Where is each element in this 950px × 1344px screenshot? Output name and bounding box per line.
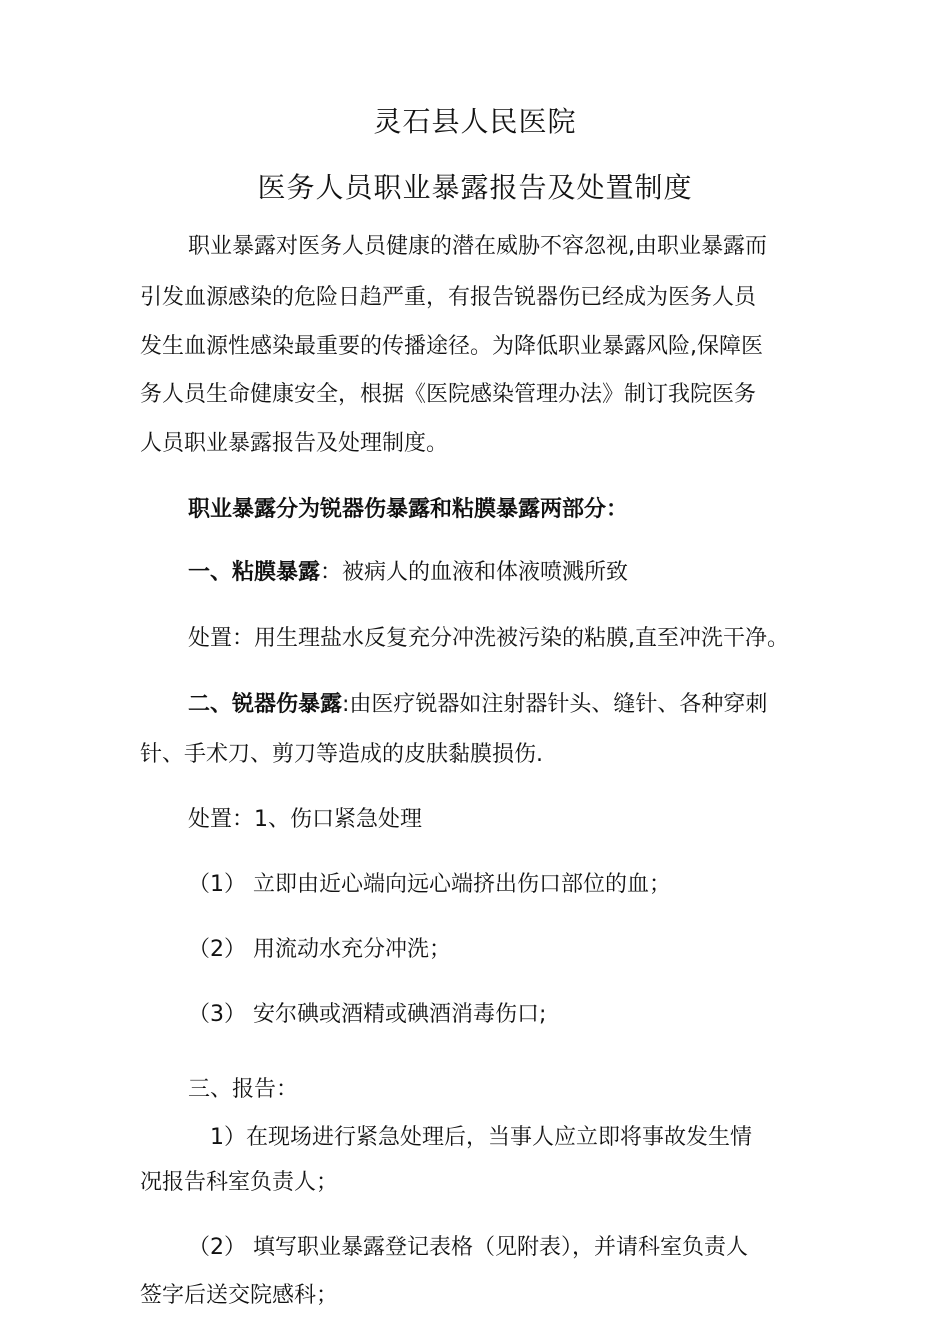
section-3-label: 三、报告： [188,1077,299,1102]
section-3-item-1: 1）在现场进行紧急处理后，当事人应立即将事故发生情 [210,1125,752,1150]
section-2-text-cont: 针、手术刀、剪刀等造成的皮肤黏膜损伤. [140,742,543,767]
section-3-item-2: （2） 填写职业暴露登记表格（见附表），并请科室负责人 [188,1235,748,1260]
section-2-label: 二、锐器伤暴露 [188,692,343,717]
section-heading: 职业暴露分为锐器伤暴露和粘膜暴露两部分： [188,497,629,522]
section-1-line [188,558,628,588]
section-2-treatment: 处置：1、伤口紧急处理 [188,807,422,832]
section-2-step-2: （2） 用流动水充分冲洗； [188,937,451,962]
intro-line-5: 人员职业暴露报告及处理制度。 [140,431,449,456]
section-3-item-1-cont: 况报告科室负责人； [140,1170,339,1195]
section-2-step-3: （3） 安尔碘或酒精或碘酒消毒伤口; [188,1002,547,1027]
section-2-text: :由医疗锐器如注射器针头、缝针、各种穿刺 [342,692,768,717]
intro-line-2: 引发血源感染的危险日趋严重，有报告锐器伤已经成为医务人员 [140,285,757,310]
section-1-label: 一、粘膜暴露 [188,560,321,585]
section-2-line [188,690,767,720]
document-title: 医务人员职业暴露报告及处置制度 [257,171,693,204]
section-2-step-1: （1） 立即由近心端向远心端挤出伤口部位的血； [188,872,671,897]
section-1-treatment: 处置：用生理盐水反复充分冲洗被污染的粘膜,直至冲洗干净。 [188,626,789,651]
intro-line-4: 务人员生命健康安全，根据《医院感染管理办法》制订我院医务 [140,382,757,407]
section-1-text: ：被病人的血液和体液喷溅所致 [320,560,629,585]
intro-line-3: 发生血源性感染最重要的传播途径。为降低职业暴露风险,保障医 [140,334,763,359]
intro-line-1: 职业暴露对医务人员健康的潜在威胁不容忽视,由职业暴露而 [188,234,767,259]
section-3-item-2-cont: 签字后送交院感科； [140,1283,339,1308]
hospital-title: 灵石县人民医院 [373,105,577,138]
